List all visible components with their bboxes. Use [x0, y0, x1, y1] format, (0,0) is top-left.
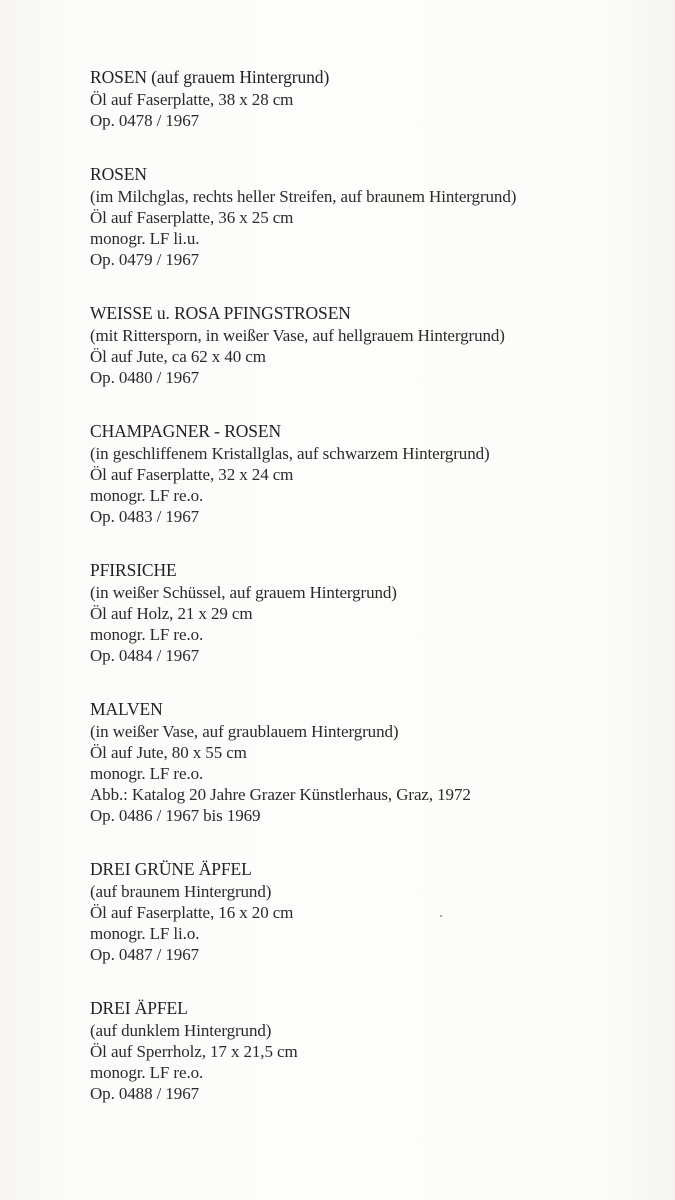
entry-detail-line: (mit Rittersporn, in weißer Vase, auf hellgrauem Hintergrund) [90, 326, 505, 345]
entry-detail-line: monogr. LF li.o. [90, 924, 200, 943]
catalog-entry [90, 302, 650, 388]
entry-detail-line: Op. 0488 / 1967 [90, 1084, 200, 1103]
entry-detail-line: Öl auf Faserplatte, 32 x 24 cm [90, 465, 294, 484]
entry-detail-line: Op. 0479 / 1967 [90, 250, 200, 269]
entry-detail-line: Op. 0484 / 1967 [90, 646, 200, 665]
catalog-list [90, 66, 650, 1136]
entry-detail-line: Öl auf Holz, 21 x 29 cm [90, 604, 253, 623]
catalog-entry [90, 163, 650, 270]
entry-detail-line: Öl auf Faserplatte, 16 x 20 cm [90, 903, 294, 922]
entry-detail-line: Op. 0480 / 1967 [90, 368, 200, 387]
catalog-entry [90, 858, 650, 965]
catalog-entry [90, 997, 650, 1104]
entry-title: ROSEN [90, 164, 147, 184]
entry-detail-line: (auf dunklem Hintergrund) [90, 1021, 272, 1040]
entry-detail-line: monogr. LF re.o. [90, 625, 204, 644]
catalog-entry [90, 420, 650, 527]
entry-title: DREI ÄPFEL [90, 998, 188, 1018]
catalog-entry [90, 559, 650, 666]
entry-detail-line: Öl auf Faserplatte, 36 x 25 cm [90, 208, 294, 227]
entry-detail-line: Öl auf Jute, ca 62 x 40 cm [90, 347, 266, 366]
entry-detail-line: (in weißer Vase, auf graublauem Hintergrund) [90, 722, 399, 741]
entry-title: MALVEN [90, 699, 163, 719]
entry-detail-line: monogr. LF li.u. [90, 229, 200, 248]
entry-detail-line: Öl auf Jute, 80 x 55 cm [90, 743, 247, 762]
entry-title: CHAMPAGNER - ROSEN [90, 421, 282, 441]
entry-detail-line: Op. 0478 / 1967 [90, 111, 200, 130]
catalog-entry [90, 698, 650, 826]
entry-detail-line: monogr. LF re.o. [90, 1063, 204, 1082]
entry-detail-line: (in weißer Schüssel, auf grauem Hintergrund) [90, 583, 397, 602]
entry-detail-line: Op. 0483 / 1967 [90, 507, 200, 526]
entry-detail-line: Öl auf Sperrholz, 17 x 21,5 cm [90, 1042, 298, 1061]
entry-title: WEISSE u. ROSA PFINGSTROSEN [90, 303, 351, 323]
entry-detail-line: Op. 0487 / 1967 [90, 945, 200, 964]
dust-speck [440, 915, 442, 917]
entry-detail-line: Op. 0486 / 1967 bis 1969 [90, 806, 261, 825]
catalog-entry [90, 66, 650, 131]
entry-detail-line: (in geschliffenem Kristallglas, auf schwarzem Hintergrund) [90, 444, 490, 463]
entry-detail-line: Öl auf Faserplatte, 38 x 28 cm [90, 90, 294, 109]
entry-detail-line: monogr. LF re.o. [90, 764, 204, 783]
entry-detail-line: (im Milchglas, rechts heller Streifen, auf braunem Hintergrund) [90, 187, 517, 206]
entry-title: ROSEN (auf grauem Hintergrund) [90, 67, 330, 87]
entry-detail-line: monogr. LF re.o. [90, 486, 204, 505]
entry-title: DREI GRÜNE ÄPFEL [90, 859, 252, 879]
entry-detail-line: Abb.: Katalog 20 Jahre Grazer Künstlerhaus, Graz, 1972 [90, 785, 471, 804]
entry-title: PFIRSICHE [90, 560, 177, 580]
entry-detail-line: (auf braunem Hintergrund) [90, 882, 272, 901]
